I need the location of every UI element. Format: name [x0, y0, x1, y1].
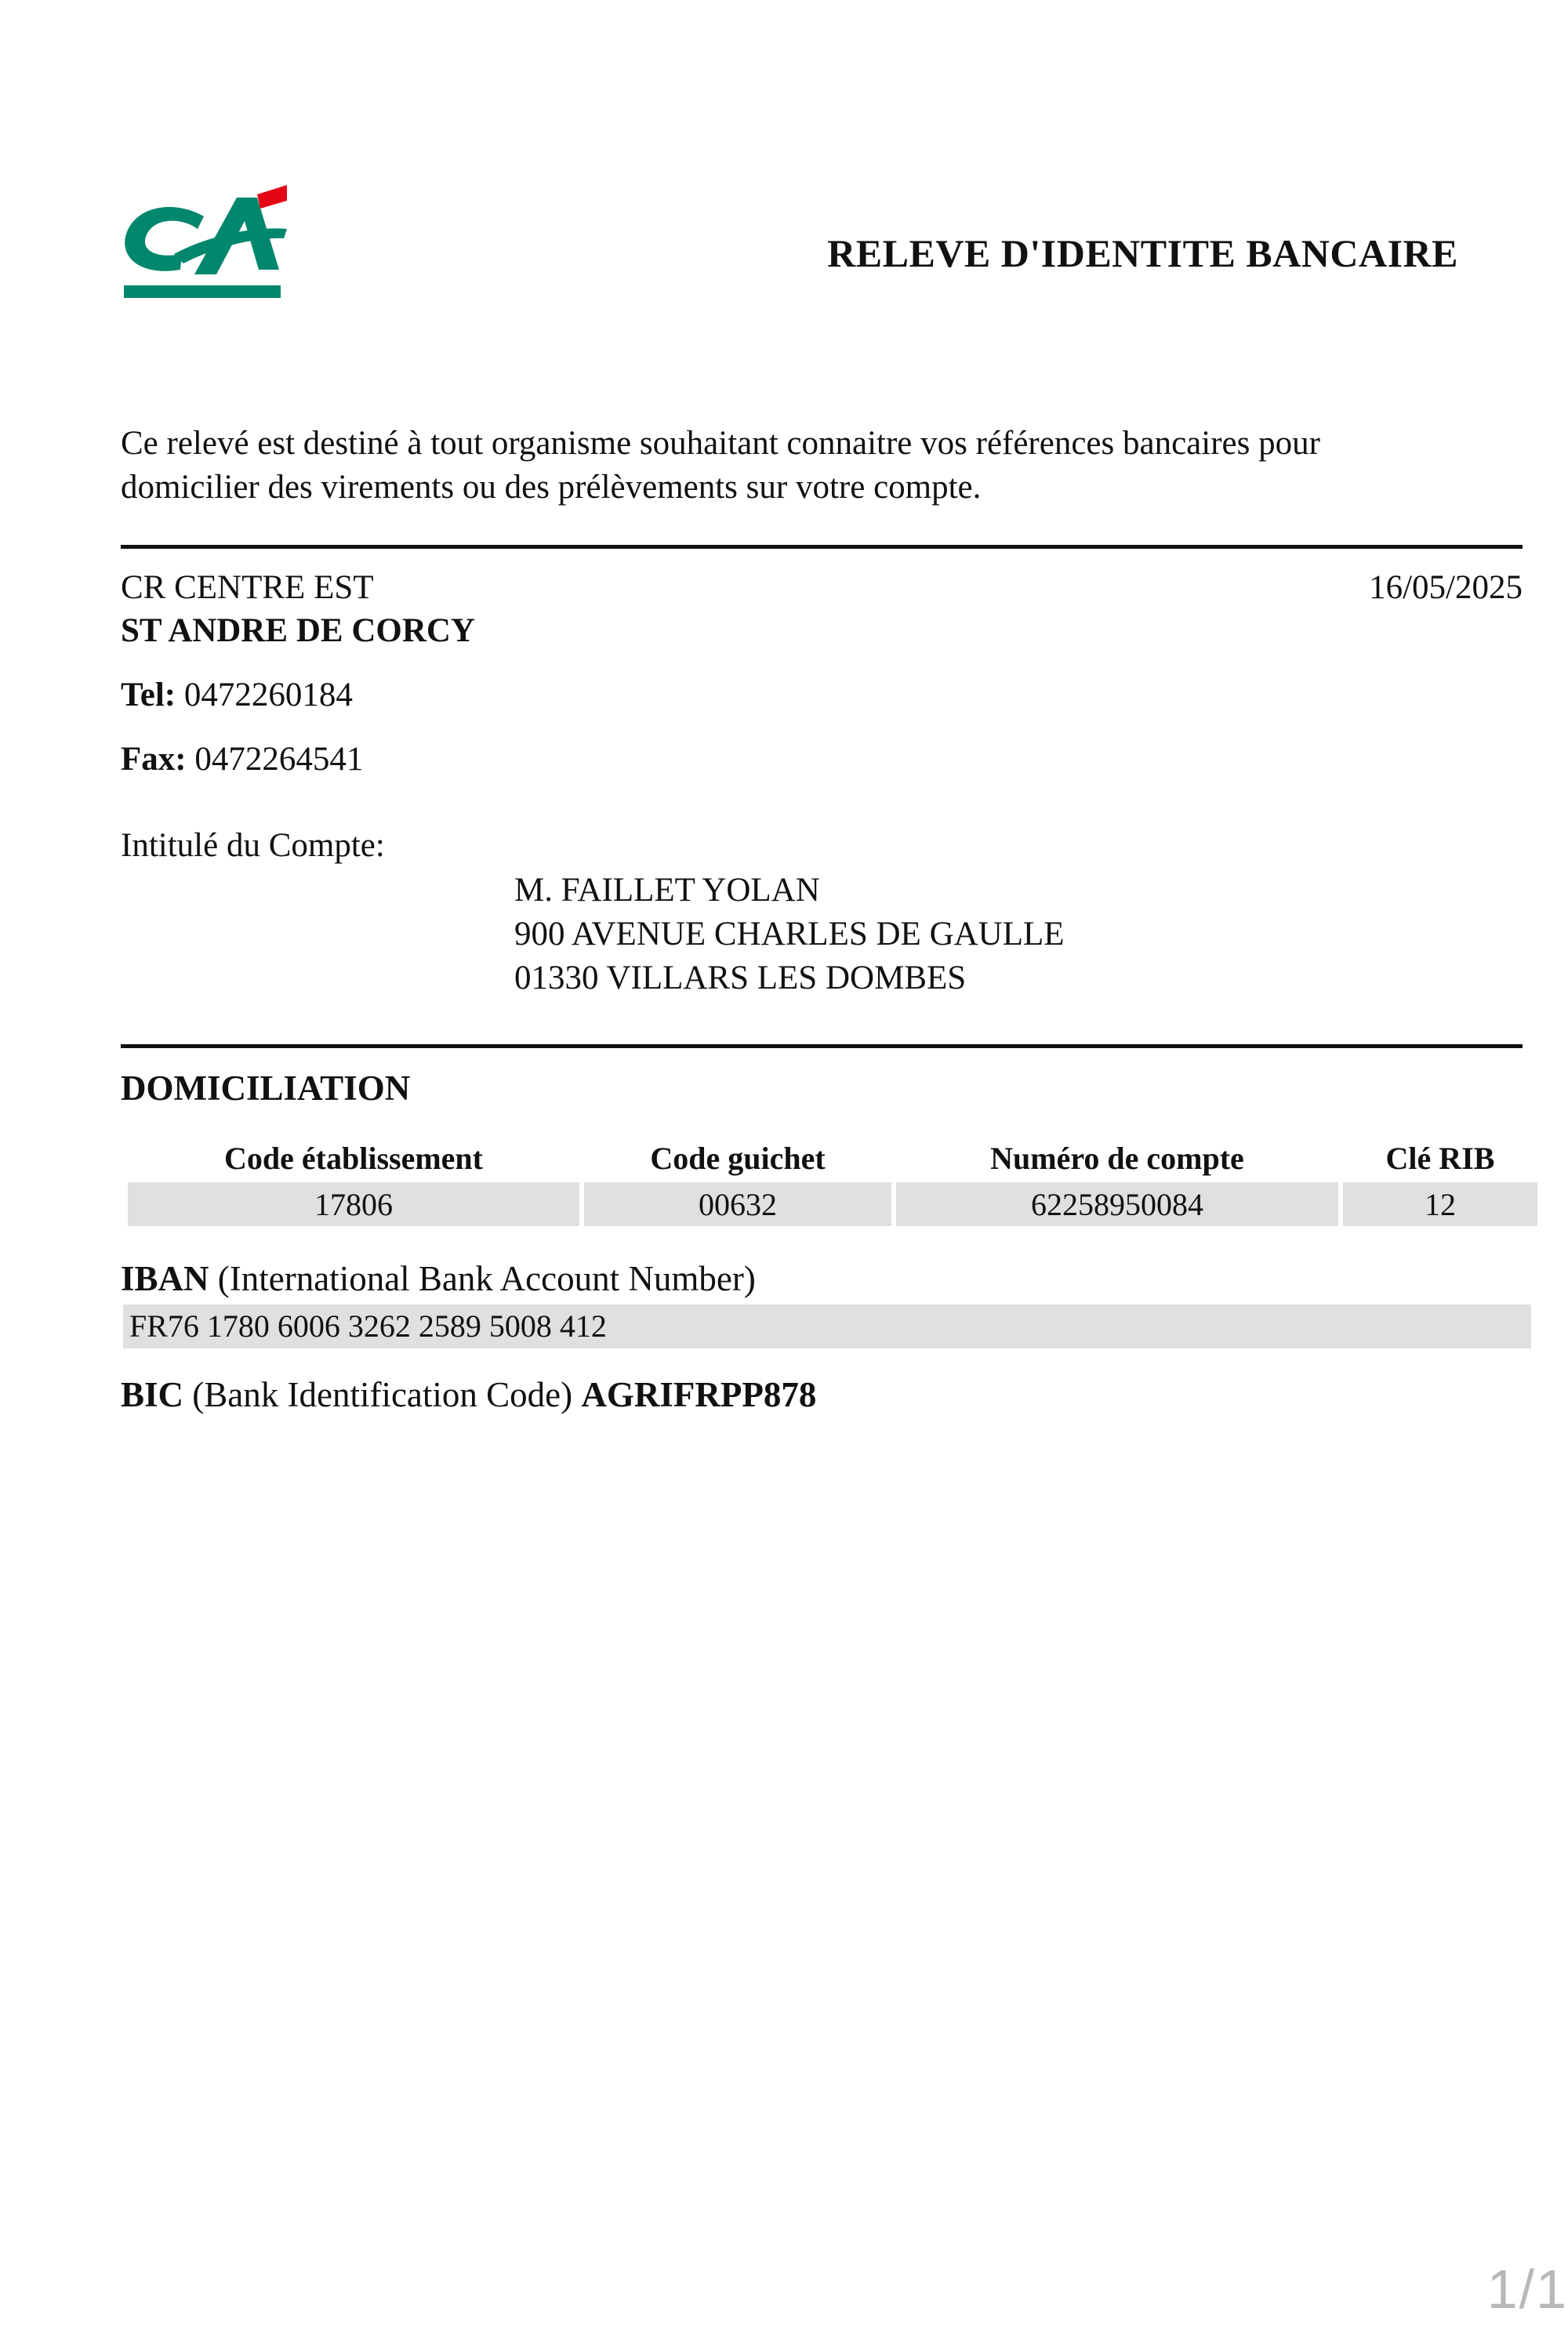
agency-fax	[121, 740, 363, 778]
bic-label-rest: (Bank Identification Code)	[183, 1375, 582, 1414]
value-cle-rib: 12	[1343, 1182, 1537, 1226]
holder-name: M. FAILLET YOLAN	[514, 872, 820, 909]
rib-table	[123, 1138, 1542, 1226]
header-cle-rib: Clé RIB	[1385, 1140, 1495, 1176]
account-holder	[514, 869, 1065, 1000]
fax-label: Fax:	[121, 741, 187, 778]
intro-text	[121, 422, 1501, 510]
value-code-etablissement: 17806	[128, 1182, 579, 1226]
bic-line	[121, 1374, 816, 1415]
document-title: RELEVE D'IDENTITE BANCAIRE	[827, 231, 1458, 275]
header-numero-compte: Numéro de compte	[990, 1140, 1244, 1176]
header-code-etablissement: Code établissement	[224, 1140, 483, 1176]
iban-value: FR76 1780 6006 3262 2589 5008 412	[123, 1305, 1531, 1348]
value-code-guichet: 00632	[584, 1182, 891, 1226]
bic-value: AGRIFRPP878	[581, 1375, 817, 1414]
iban-label	[121, 1258, 756, 1299]
intro-line-2: domicilier des virements ou des prélèvements sur votre compte.	[121, 469, 982, 506]
divider	[121, 545, 1523, 549]
tel-label: Tel:	[121, 677, 176, 713]
intro-line-1: Ce relevé est destiné à tout organisme souhaitant connaitre vos références bancaires pour	[121, 425, 1320, 462]
tel-value: 0472260184	[183, 677, 353, 713]
holder-address-line-1: 900 AVENUE CHARLES DE GAULLE	[514, 916, 1065, 953]
iban-label-rest: (International Bank Account Number)	[209, 1259, 756, 1298]
fax-value: 0472264541	[194, 741, 364, 778]
agency-city: ST ANDRE DE CORCY	[121, 612, 475, 649]
value-numero-compte: 62258950084	[896, 1182, 1338, 1226]
agency-tel	[121, 676, 353, 714]
header-code-guichet: Code guichet	[650, 1140, 826, 1176]
divider	[121, 1044, 1523, 1048]
credit-agricole-logo	[119, 182, 292, 307]
holder-address-line-2: 01330 VILLARS LES DOMBES	[514, 960, 967, 996]
page-counter: 1/1	[1486, 2259, 1568, 2320]
rib-table-row	[128, 1182, 1537, 1226]
bic-label-bold: BIC	[121, 1375, 184, 1414]
iban-label-bold: IBAN	[121, 1259, 209, 1298]
account-title-label: Intitulé du Compte:	[121, 827, 385, 864]
agency-name: CR CENTRE EST	[121, 569, 374, 606]
domiciliation-title: DOMICILIATION	[121, 1069, 411, 1108]
document-date: 16/05/2025	[1369, 569, 1523, 606]
rib-table-header-row	[128, 1138, 1537, 1182]
